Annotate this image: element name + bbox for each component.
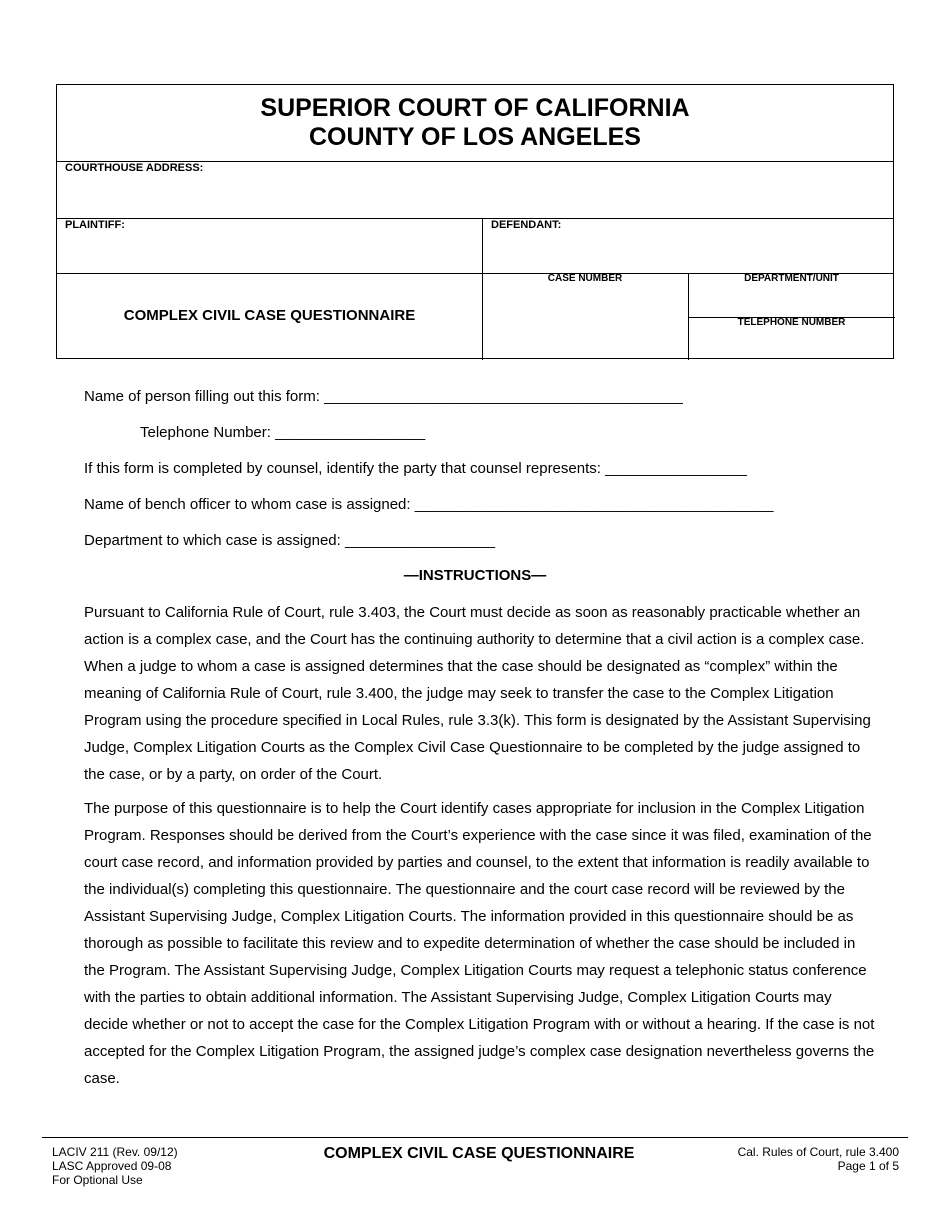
plaintiff-label: PLAINTIFF: [65, 219, 125, 231]
instructions-paragraph-2: The purpose of this questionnaire is to help the Court identify cases appropriate for inclusion in the Complex Litigation Program. Responses should be derived from the Court’s experience with the case since it was filed, examination of the court case record, and information provided by parties and counsel, to the extent that information is readily available to the individual(s) completing this questionnaire. The questionnaire and the court case record will be reviewed by the Assistant Supervising Judge, Complex Litigation Courts. The information provided in this questionnaire should be as thorough as possible to facilitate this review and to expedite determination of whether the case should be included in the Program. The Assistant Supervising Judge, Complex Litigation Courts may request a telephonic status conference with the parties to obtain additional information. The Assistant Supervising Judge, Complex Litigation Courts may decide whether or not to accept the case for the Complex Litigation Program with or without a hearing. If the case is not accepted for the Complex Litigation Program, the assigned judge’s complex case designation nevertheless governs the case. [84, 800, 875, 1087]
page-number: Page 1 of 5 [837, 1159, 899, 1173]
bench-officer-field[interactable]: Name of bench officer to whom case is assigned: ___________________________________________ [84, 496, 774, 513]
rule-reference: Cal. Rules of Court, rule 3.400 [737, 1145, 899, 1159]
telephone-number-label: TELEPHONE NUMBER [737, 317, 846, 328]
optional-use-note: For Optional Use [52, 1173, 143, 1187]
counsel-party-field[interactable]: If this form is completed by counsel, identify the party that counsel represents: _________________ [84, 460, 747, 477]
divider-address [57, 218, 893, 219]
defendant-label: DEFENDANT: [491, 219, 562, 231]
divider-vertical-main [482, 218, 483, 360]
department-unit-label: DEPARTMENT/UNIT [744, 273, 839, 284]
telephone-field[interactable]: Telephone Number: __________________ [140, 424, 426, 441]
court-title-line1: SUPERIOR COURT OF CALIFORNIA [260, 94, 690, 122]
approval-note: LASC Approved 09-08 [52, 1159, 172, 1173]
department-field[interactable]: Department to which case is assigned: __________________ [84, 532, 496, 549]
footer-divider [42, 1137, 908, 1138]
form-name: COMPLEX CIVIL CASE QUESTIONNAIRE [123, 307, 416, 324]
instructions-paragraph-1: Pursuant to California Rule of Court, rule 3.403, the Court must decide as soon as reasonably practicable whether an action is a complex case, and the Court has the continuing authority to determine that a civil action is a complex case. When a judge to whom a case is assigned determines that the case should be designated as “complex” within the meaning of California Rule of Court, rule 3.400, the judge may seek to transfer the case to the Complex Litigation Program using the procedure specified in Local Rules, rule 3.3(k). This form is designated by the Assistant Supervising Judge, Complex Litigation Courts as the Complex Civil Case Questionnaire to be completed by the judge assigned to the case, or by a party, on order of the Court. [84, 604, 871, 783]
person-filling-field[interactable]: Name of person filling out this form: ___________________________________________ [84, 388, 683, 405]
footer-right [738, 1145, 899, 1173]
case-number-label: CASE NUMBER [547, 273, 623, 284]
instructions-heading: —INSTRUCTIONS— [403, 567, 547, 584]
courthouse-address-label: COURTHOUSE ADDRESS: [65, 162, 204, 174]
court-title [57, 94, 893, 152]
caption-box [56, 84, 894, 359]
footer-title: COMPLEX CIVIL CASE QUESTIONNAIRE [323, 1145, 635, 1162]
court-title-line2: COUNTY OF LOS ANGELES [309, 123, 641, 151]
form-id: LACIV 211 (Rev. 09/12) [52, 1145, 178, 1159]
